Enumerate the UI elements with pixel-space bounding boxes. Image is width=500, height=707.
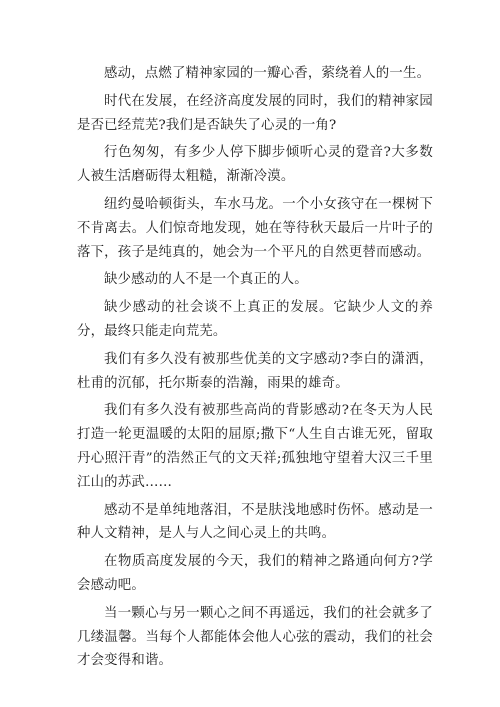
- paragraph-4: 纽约曼哈顿街头，车水马龙。一个小女孩守在一棵树下不肯离去。人们惊奇地发现，她在等待秋天最后一片叶子的落下，孩子是纯真的，她会为一个平凡的自然更替而感动。: [77, 196, 433, 260]
- paragraph-9: 感动不是单纯地落泪，不是肤浅地感时伤怀。感动是一种人文精神，是人与人之间心灵上的共鸣。: [77, 502, 433, 542]
- paragraph-5: 缺少感动的人不是一个真正的人。: [104, 272, 308, 288]
- paragraph-6: 缺少感动的社会谈不上真正的发展。它缺少人文的养分，最终只能走向荒芜。: [77, 300, 433, 339]
- paragraph-11: 当一颗心与另一颗心之间不再遥远，我们的社会就多了几缕温馨。当每个人都能体会他人心弦的震动，我们的社会才会变得和谐。: [77, 605, 433, 669]
- paragraph-7: 我们有多久没有被那些优美的文字感动?李白的潇洒，杜甫的沉郁，托尔斯泰的浩瀚，雨果的雄奇。: [77, 351, 433, 391]
- paragraph-3: 行色匆匆，有多少人停下脚步倾听心灵的跫音?大多数人被生活磨砺得太粗糙，渐渐冷漠。: [77, 145, 433, 185]
- paragraph-2: 时代在发展，在经济高度发展的同时，我们的精神家园是否已经荒芜?我们是否缺失了心灵的一角?: [77, 93, 433, 133]
- paragraph-10: 在物质高度发展的今天，我们的精神之路通向何方?学会感动吧。: [77, 554, 433, 593]
- paragraph-8: 我们有多久没有被那些高尚的背影感动?在冬天为人民打造一轮更温暖的太阳的屈原;撒下“人生自古谁无死，留取丹心照汗青”的浩然正气的文天祥;孤独地守望着大汉三千里江山的苏武……: [77, 403, 433, 490]
- paragraph-1: 感动，点燃了精神家园的一瓣心香，萦绕着人的一生。: [104, 66, 431, 81]
- essay-body: [77, 62, 433, 677]
